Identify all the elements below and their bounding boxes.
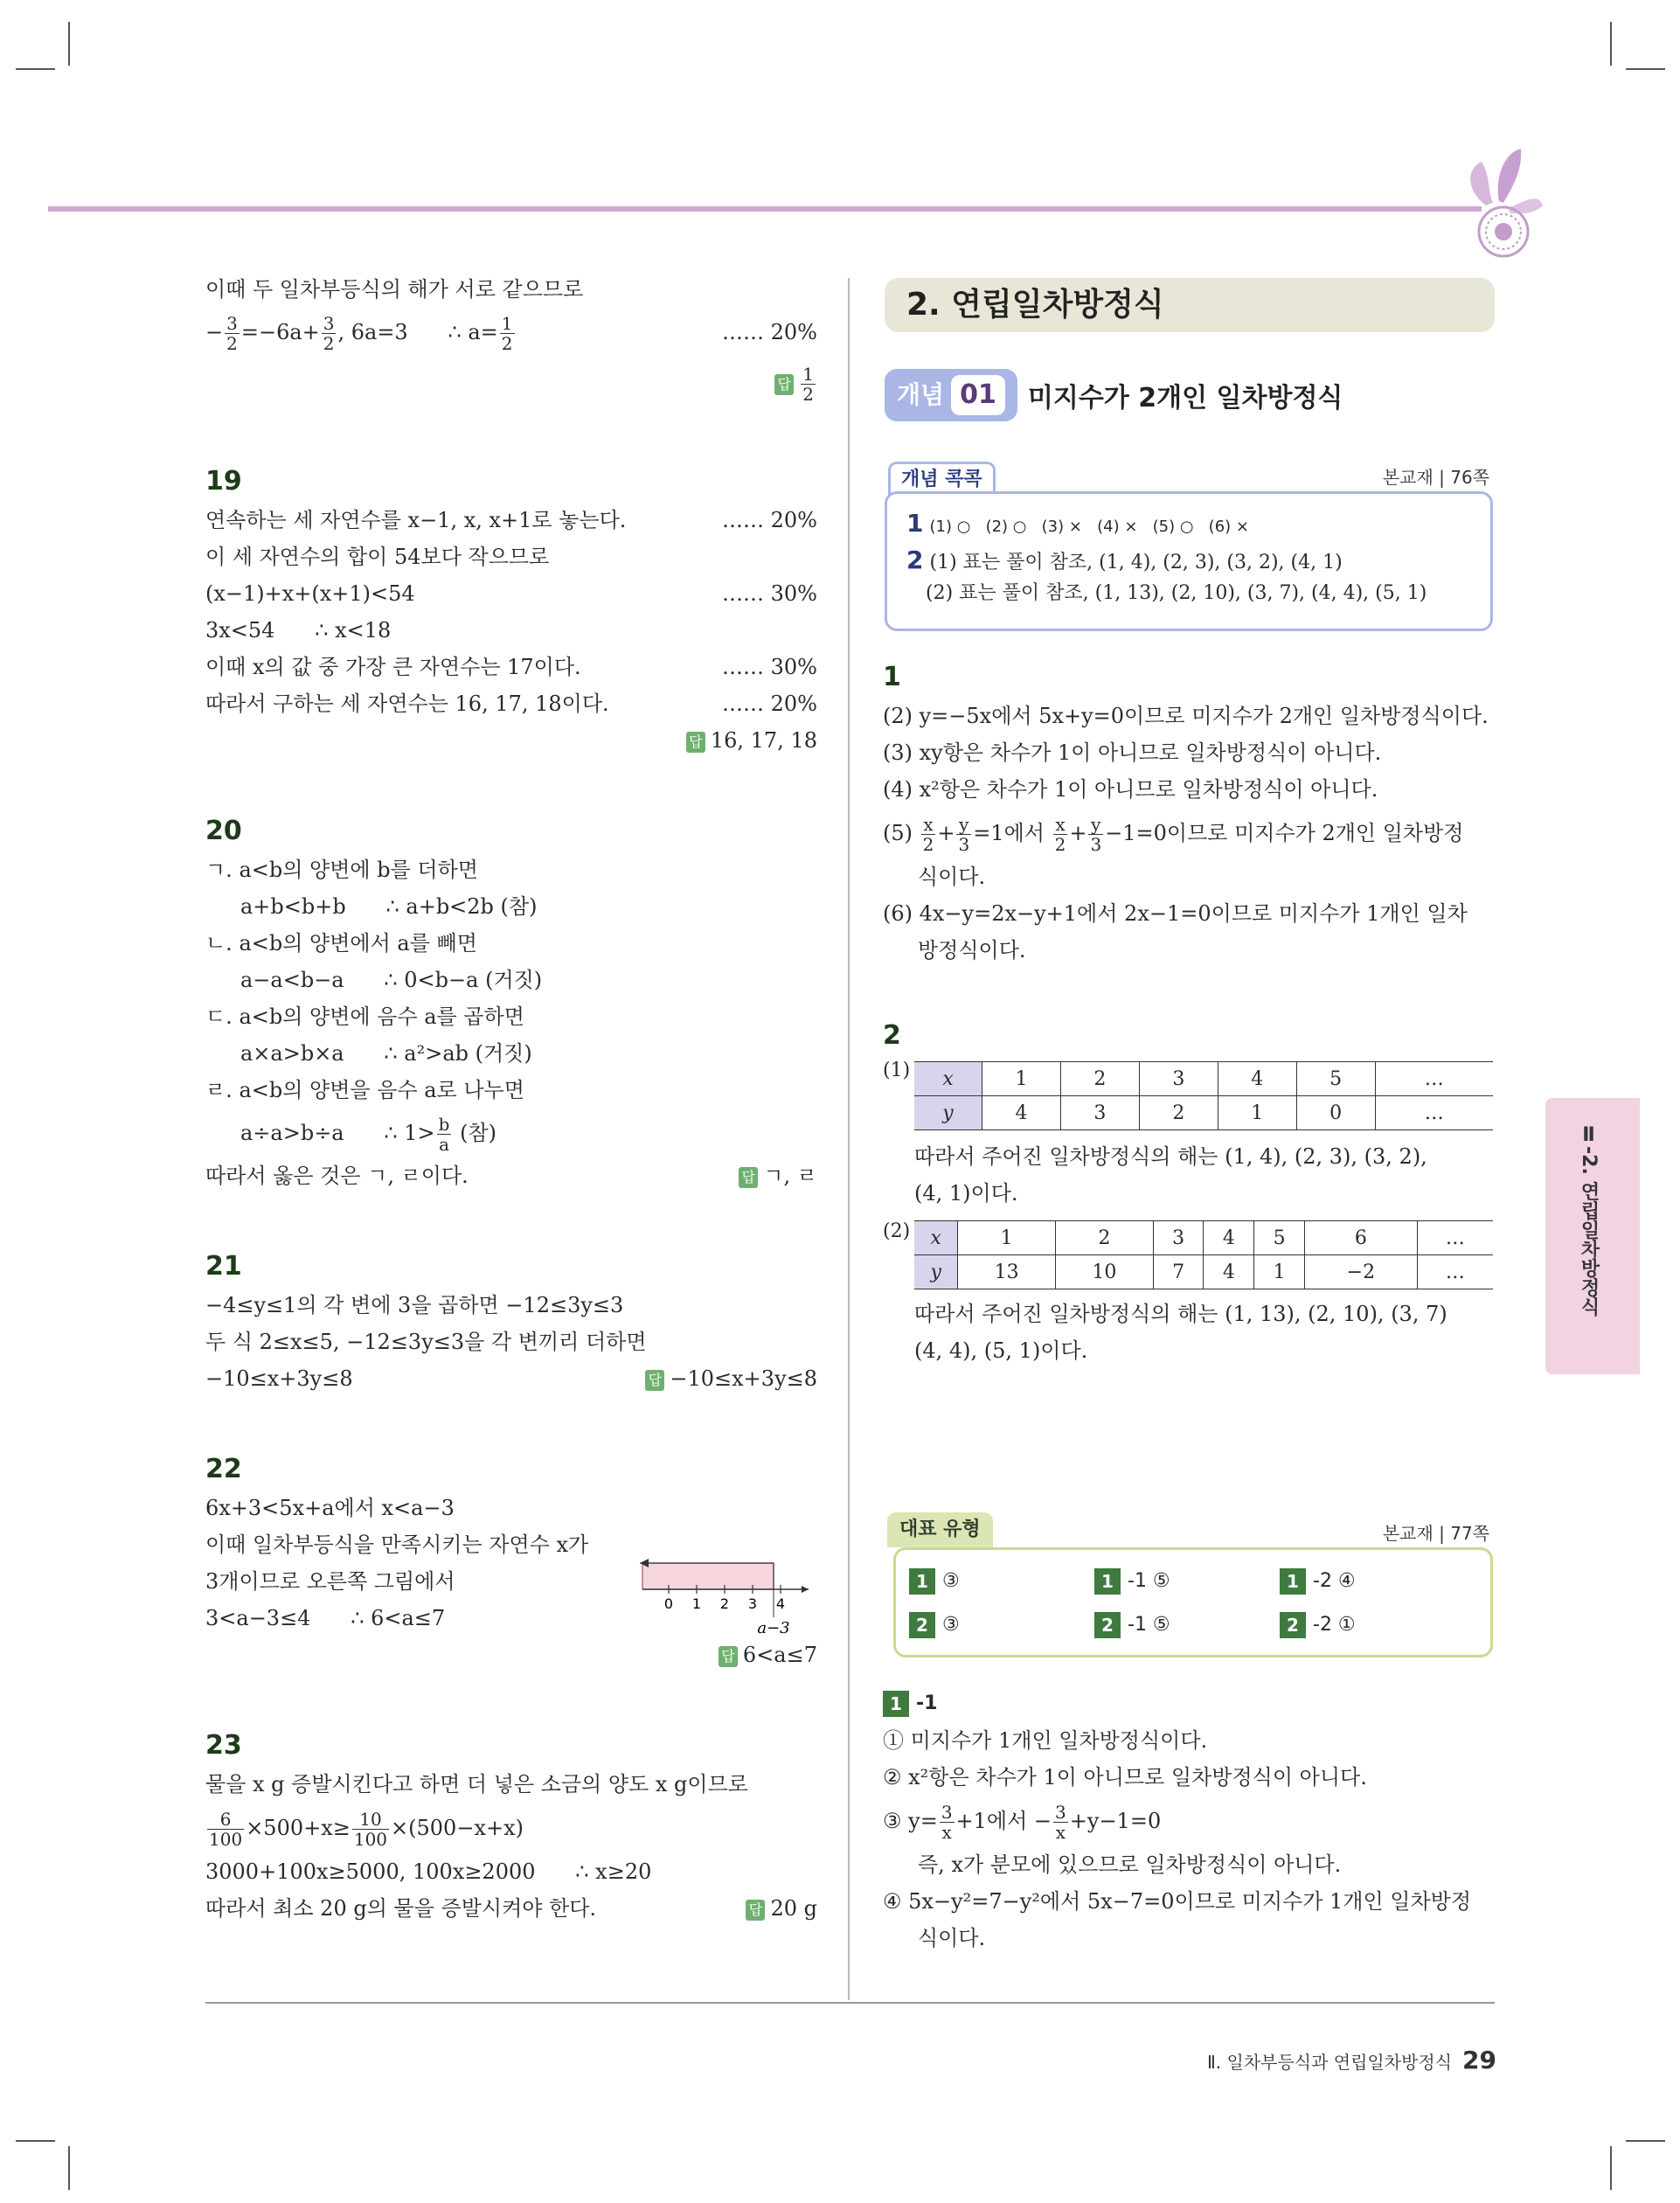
table-cell: 3 [1060, 1096, 1139, 1130]
solution-line: (3) xy항은 차수가 1이 아니므로 일차방정식이 아니다. [883, 740, 1382, 765]
table-cell: 4 [1204, 1255, 1254, 1289]
table-cell: 1 [1254, 1255, 1305, 1289]
prev-line1: 이때 두 일차부등식의 해가 서로 같으므로 [205, 277, 584, 302]
q20-line: a−a<b−a ∴ 0<b−a (거짓) [240, 968, 543, 992]
table-cell: 0 [1296, 1096, 1375, 1130]
type-number-icon: 2 [1094, 1612, 1121, 1638]
concept-heading [885, 369, 1343, 421]
table-cell: … [1375, 1096, 1493, 1130]
q20-line: a×a>b×a ∴ a²>ab (거짓) [240, 1041, 532, 1066]
q23-equation: $\frac{6}{100}$ ×500+x≥ $\frac{10}{100}$ ×(500−x+x) [209, 1809, 524, 1850]
table-cell: 4 [1218, 1062, 1296, 1096]
table-cell: 5 [1254, 1221, 1305, 1255]
q20-line: ㄷ. a<b의 양변에 음수 a를 곱하면 [205, 1004, 524, 1029]
answer-mark-icon: 답 [686, 732, 705, 753]
question-number-20: 20 [205, 816, 242, 846]
q23-line: 3000+100x≥5000, 100x≥2000 ∴ x≥20 [205, 1859, 652, 1884]
number-line-figure [638, 1558, 813, 1637]
fraction: $\frac{6}{100}$ [209, 1809, 243, 1850]
solution-line: (6) 4x−y=2x−y+1에서 2x−1=0이므로 미지수가 1개인 일차 [883, 901, 1468, 926]
number-line-tick-label: 4 [775, 1595, 786, 1612]
solution-line: 즉, x가 분모에 있으므로 일차방정식이 아니다. [918, 1852, 1342, 1877]
table-cell: x [914, 1062, 982, 1096]
q21-line: 두 식 2≤x≤5, −12≤3y≤3을 각 변끼리 더하면 [205, 1330, 647, 1354]
table-label: (2) [883, 1220, 911, 1242]
table-cell: 7 [1153, 1255, 1204, 1289]
table-text: 따라서 주어진 일차방정식의 해는 (1, 13), (2, 10), (3, 7) (4, 4), (5, 1)이다. [914, 1302, 1447, 1363]
q19-line: 따라서 구하는 세 자연수는 16, 17, 18이다. …… 20% [205, 691, 817, 716]
concept-title: 미지수가 2개인 일차방정식 [1027, 383, 1343, 413]
table-cell: 2 [1060, 1062, 1139, 1096]
number-line-tick-label: 2 [719, 1595, 730, 1612]
q21-line: −4≤y≤1의 각 변에 3을 곱하면 −12≤3y≤3 [205, 1293, 624, 1317]
box-tab-representative: 대표 유형 [887, 1512, 993, 1547]
answer-mark-icon: 답 [719, 1646, 738, 1667]
q20-line: a+b<b+b ∴ a+b<2b (참) [240, 894, 538, 919]
table-cell: y [914, 1096, 982, 1130]
q23-line: 물을 x g 증발시킨다고 하면 더 넣은 소금의 양도 x g이므로 [205, 1772, 748, 1796]
q23-line: 따라서 최소 20 g의 물을 증발시켜야 한다. 답 20 g [205, 1896, 817, 1921]
box-tab-concept: 개념 콕콕 [888, 462, 996, 496]
type-number-icon: 1 [883, 1691, 909, 1717]
table-cell: 10 [1056, 1255, 1154, 1289]
fraction: $\frac{x}{2}$ [922, 814, 934, 855]
flower-ornament-icon [1451, 140, 1547, 262]
fraction: $\frac{y}{3}$ [958, 814, 970, 855]
table-cell: 2 [1056, 1221, 1154, 1255]
table-cell: 2 [1139, 1096, 1218, 1130]
crop-mark [16, 2140, 55, 2142]
solution-line: (5) $\frac{x}{2}$ + $\frac{y}{3}$ =1에서 $\frac{x}{2}$ + $\frac{y}{3}$ −1=0이므로 미지수가 2개인 일차방정 [883, 814, 1464, 855]
q20-division-line: a÷a>b÷a ∴ 1> $\frac{b}{a}$ (참) [240, 1114, 497, 1155]
q22-line: 6x+3<5x+a에서 x<a−3 [205, 1496, 455, 1520]
crop-mark [1626, 2140, 1665, 2142]
solution-line: (4) x²항은 차수가 1이 아니므로 일차방정식이 아니다. [883, 777, 1378, 802]
page-number: 29 [1462, 2046, 1496, 2074]
number-line-label: a−3 [757, 1619, 790, 1637]
crop-mark [68, 2146, 70, 2190]
q21-line: −10≤x+3y≤8 답 −10≤x+3y≤8 [205, 1366, 817, 1391]
type-number-icon: 1 [1094, 1568, 1121, 1595]
q19-line: 이 세 자연수의 합이 54보다 작으므로 [205, 545, 550, 569]
value-table-1 [914, 1061, 1493, 1130]
table-cell: 3 [1153, 1221, 1204, 1255]
table-cell: 4 [1204, 1221, 1254, 1255]
fraction: $\frac{3}{x}$ [941, 1802, 953, 1843]
representative-answer: 1 -1 ⑤ [1094, 1567, 1170, 1596]
table-cell: … [1375, 1062, 1493, 1096]
crop-mark [1626, 68, 1665, 70]
prev-equation: − $\frac{3}{2}$ =−6a+ $\frac{3}{2}$ , 6a=3 ∴ a= $\frac{1}{2}$ …… 20% [205, 308, 817, 357]
solution-line: 식이다. [918, 1926, 986, 1950]
fraction: $\frac{x}{2}$ [1054, 814, 1066, 855]
table-cell: … [1417, 1221, 1493, 1255]
number-line-tick-label: 3 [747, 1595, 758, 1612]
type-number-icon: 2 [1280, 1612, 1306, 1638]
section-title: 2. 연립일차방정식 [885, 278, 1495, 332]
table-cell: 13 [958, 1255, 1056, 1289]
crop-mark [1610, 22, 1612, 66]
textbook-reference: 본교재 | 76쪽 [1382, 467, 1489, 488]
q20-line: ㄱ. a<b의 양변에 b를 더하면 [205, 858, 478, 882]
question-number-22: 22 [205, 1454, 242, 1484]
answer [205, 357, 817, 409]
problem-number: 1 [883, 662, 901, 692]
concept-number: 01 [951, 375, 1005, 415]
type-number-icon: 2 [909, 1612, 935, 1638]
table-cell: y [914, 1255, 958, 1289]
type-number-icon: 1 [909, 1568, 935, 1595]
solution-line: ③ y= $\frac{3}{x}$ +1에서 − $\frac{3}{x}$ +y−1=0 [883, 1802, 1162, 1843]
solution-line: 방정식이다. [918, 938, 1026, 963]
table-label: (1) [883, 1060, 911, 1081]
value-table-2 [914, 1220, 1493, 1289]
question-number-19: 19 [205, 466, 242, 497]
fraction: $\frac{3}{x}$ [1055, 1802, 1066, 1843]
number-line-tick-label: 0 [663, 1595, 674, 1612]
answer-mark-icon: 답 [774, 374, 794, 395]
answer: 답 16, 17, 18 [205, 722, 817, 759]
q22-line: 3개이므로 오른쪽 그림에서 [205, 1569, 455, 1594]
table-cell: 1 [1218, 1096, 1296, 1130]
score: …… 20% [722, 320, 817, 344]
q19-line: 3x<54 ∴ x<18 [205, 618, 392, 643]
q22-line: 이때 일차부등식을 만족시키는 자연수 x가 [205, 1532, 589, 1557]
table-cell: 5 [1296, 1062, 1375, 1096]
representative-answer: 2 -1 ⑤ [1094, 1610, 1170, 1640]
answer-mark-icon: 답 [746, 1900, 765, 1921]
table-cell: 3 [1139, 1062, 1218, 1096]
number-line-tick-label: 1 [691, 1595, 702, 1612]
fraction: $\frac{3}{2}$ [323, 313, 335, 354]
q20-line: ㄴ. a<b의 양변에서 a를 빼면 [205, 931, 477, 956]
problem-1 [883, 657, 1495, 969]
table-cell: x [914, 1221, 958, 1255]
solution-line: ① 미지수가 1개인 일차방정식이다. [883, 1728, 1208, 1753]
page-footer: Ⅱ. 일차부등식과 연립일차방정식 29 [1206, 2046, 1496, 2074]
fraction: $\frac{1}{2}$ [501, 313, 513, 354]
fraction: $\frac{1}{2}$ [802, 364, 814, 405]
answer: 답 6<a≤7 [205, 1637, 817, 1673]
fraction: $\frac{3}{2}$ [226, 313, 238, 354]
solution-line: ④ 5x−y²=7−y²에서 5x−7=0이므로 미지수가 1개인 일차방정 [883, 1889, 1472, 1914]
fraction: $\frac{10}{100}$ [353, 1809, 388, 1850]
q20-line: ㄹ. a<b의 양변을 음수 a로 나누면 [205, 1078, 524, 1102]
type-number-icon: 1 [1280, 1568, 1306, 1595]
concept-badge: 개념 01 [885, 369, 1017, 421]
q20-conclusion: 따라서 옳은 것은 ㄱ, ㄹ이다. 답 ㄱ, ㄹ [205, 1164, 817, 1188]
answer-mark-icon: 답 [645, 1370, 664, 1391]
representative-answer: 2 -2 ① [1280, 1610, 1356, 1640]
solution-line: 식이다. [918, 865, 986, 889]
concept-answer-box: 1 (1) ○ (2) ○ (3) × (4) × (5) ○ (6) × 2 (1) 표는 풀이 참조, (1, 4), (2, 3), (3, 2), (4, 1) (2) 표는 풀이 참조, (1, 13), (2, 10), (3, 7), (4, 4), (5, 1) [885, 491, 1493, 631]
answer-mark-icon: 답 [739, 1167, 758, 1188]
question-number-21: 21 [205, 1251, 242, 1282]
question-number-23: 23 [205, 1730, 242, 1761]
table-cell: 1 [982, 1062, 1061, 1096]
left-column [205, 271, 817, 1927]
solution-line: (2) y=−5x에서 5x+y=0이므로 미지수가 2개인 일차방정식이다. [883, 704, 1489, 728]
q19-line: 연속하는 세 자연수를 x−1, x, x+1로 놓는다. …… 20% [205, 508, 817, 532]
q20-body [205, 851, 817, 1108]
table-cell: −2 [1305, 1255, 1418, 1289]
representative-answer: 2 ③ [909, 1610, 960, 1640]
fraction: $\frac{y}{3}$ [1090, 814, 1102, 855]
representative-answer: 1 -2 ④ [1280, 1567, 1356, 1596]
table-cell: 1 [958, 1221, 1056, 1255]
crop-mark [1610, 2146, 1612, 2190]
column-divider [848, 278, 850, 2000]
textbook-reference: 본교재 | 77쪽 [1382, 1523, 1489, 1544]
problem-rep-1: 1 -1 ① 미지수가 1개인 일차방정식이다. ② x²항은 차수가 1이 아니므로 일차방정식이 아니다. ③ y= $\frac{3}{x}$ +1에서 − $\frac{3}{x}$ +y−1=0 즉, x가 분모에 있으므로 일차방정식이 아니다. ④ 5x−y²=7−y²에서 5x−7=0이므로 미지수가 1개인 일차방정 식이다. [883, 1685, 1495, 1956]
q22-line: 3<a−3≤4 ∴ 6<a≤7 [205, 1606, 446, 1630]
crop-mark [16, 68, 55, 70]
problem-number: 2 [883, 1020, 901, 1051]
fraction: $\frac{b}{a}$ [438, 1114, 450, 1155]
table-text: 따라서 주어진 일차방정식의 해는 (1, 4), (2, 3), (3, 2), (4, 1)이다. [914, 1144, 1427, 1206]
q19-line: (x−1)+x+(x+1)<54 …… 30% [205, 581, 817, 606]
table-cell: … [1417, 1255, 1493, 1289]
chapter-side-tab: Ⅱ-2. 연립일차방정식 [1545, 1098, 1640, 1374]
representative-answer-box [893, 1547, 1493, 1657]
footer-rule [205, 2002, 1495, 2004]
header-rule [48, 206, 1482, 212]
table-cell: 6 [1305, 1221, 1418, 1255]
crop-mark [68, 22, 70, 66]
table-cell: 4 [982, 1096, 1061, 1130]
representative-answer: 1 ③ [909, 1567, 960, 1596]
q19-body [205, 502, 817, 722]
solution-line: ② x²항은 차수가 1이 아니므로 일차방정식이 아니다. [883, 1765, 1367, 1790]
q19-line: 이때 x의 값 중 가장 큰 자연수는 17이다. …… 30% [205, 655, 817, 679]
